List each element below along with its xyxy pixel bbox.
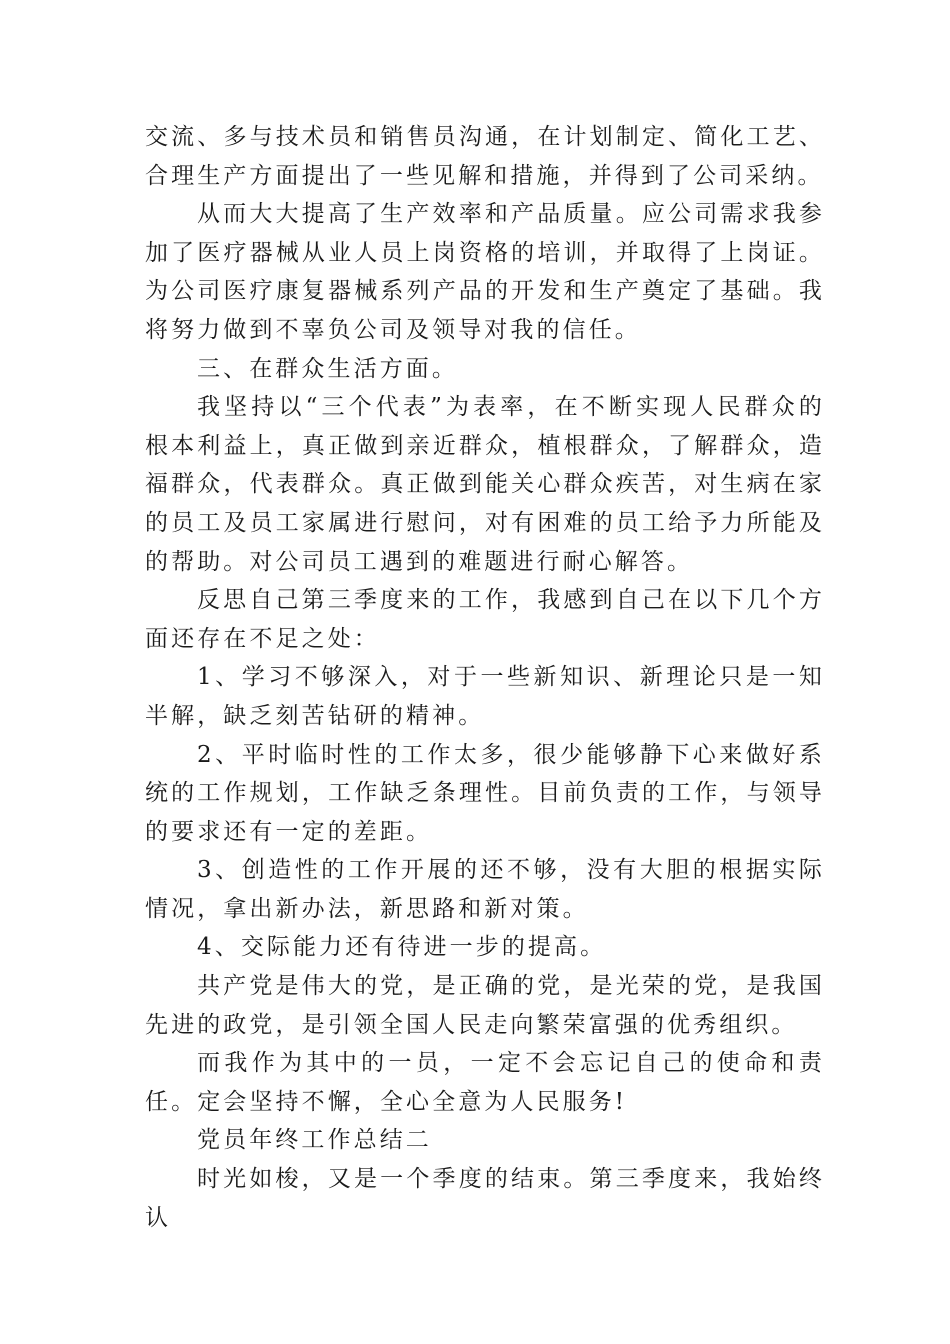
paragraph: 我坚持以“三个代表”为表率，在不断实现人民群众的根本利益上，真正做到亲近群众，植根群众，了解群众，造福群众，代表群众。真正做到能关心群众疾苦，对生病在家的员工及员工家属进行慰问，对有困难的员工给予力所能及的帮助。对公司员工遇到的难题进行耐心解答。 bbox=[145, 394, 825, 575]
paragraph: 时光如梭，又是一个季度的结束。第三季度来，我始终认 bbox=[145, 1166, 825, 1231]
list-item: 3、创造性的工作开展的还不够，没有大胆的根据实际情况，拿出新办法，新思路和新对策。 bbox=[145, 857, 825, 922]
section-heading: 三、在群众生活方面。 bbox=[197, 355, 458, 382]
paragraph: 共产党是伟大的党，是正确的党，是光荣的党，是我国先进的政党，是引领全国人民走向繁荣富强的优秀组织。 bbox=[145, 973, 825, 1038]
paragraph: 而我作为其中的一员，一定不会忘记自己的使命和责任。定会坚持不懈，全心全意为人民服务! bbox=[145, 1050, 825, 1115]
section-title: 党员年终工作总结二 bbox=[197, 1127, 432, 1154]
paragraph: 交流、多与技术员和销售员沟通，在计划制定、简化工艺、合理生产方面提出了一些见解和措施，并得到了公司采纳。 bbox=[145, 124, 825, 189]
paragraph: 反思自己第三季度来的工作，我感到自己在以下几个方面还存在不足之处： bbox=[145, 587, 825, 652]
list-item: 4、交际能力还有待进一步的提高。 bbox=[197, 934, 607, 961]
list-item: 2、平时临时性的工作太多，很少能够静下心来做好系统的工作规划，工作缺乏条理性。目前负责的工作，与领导的要求还有一定的差距。 bbox=[145, 741, 825, 845]
paragraph: 从而大大提高了生产效率和产品质量。应公司需求我参加了医疗器械从业人员上岗资格的培训，并取得了上岗证。为公司医疗康复器械系列产品的开发和生产奠定了基础。我将努力做到不辜负公司及领导对我的信任。 bbox=[145, 201, 825, 343]
document-body bbox=[145, 118, 825, 1237]
list-item: 1、学习不够深入，对于一些新知识、新理论只是一知半解，缺乏刻苦钻研的精神。 bbox=[145, 664, 825, 729]
